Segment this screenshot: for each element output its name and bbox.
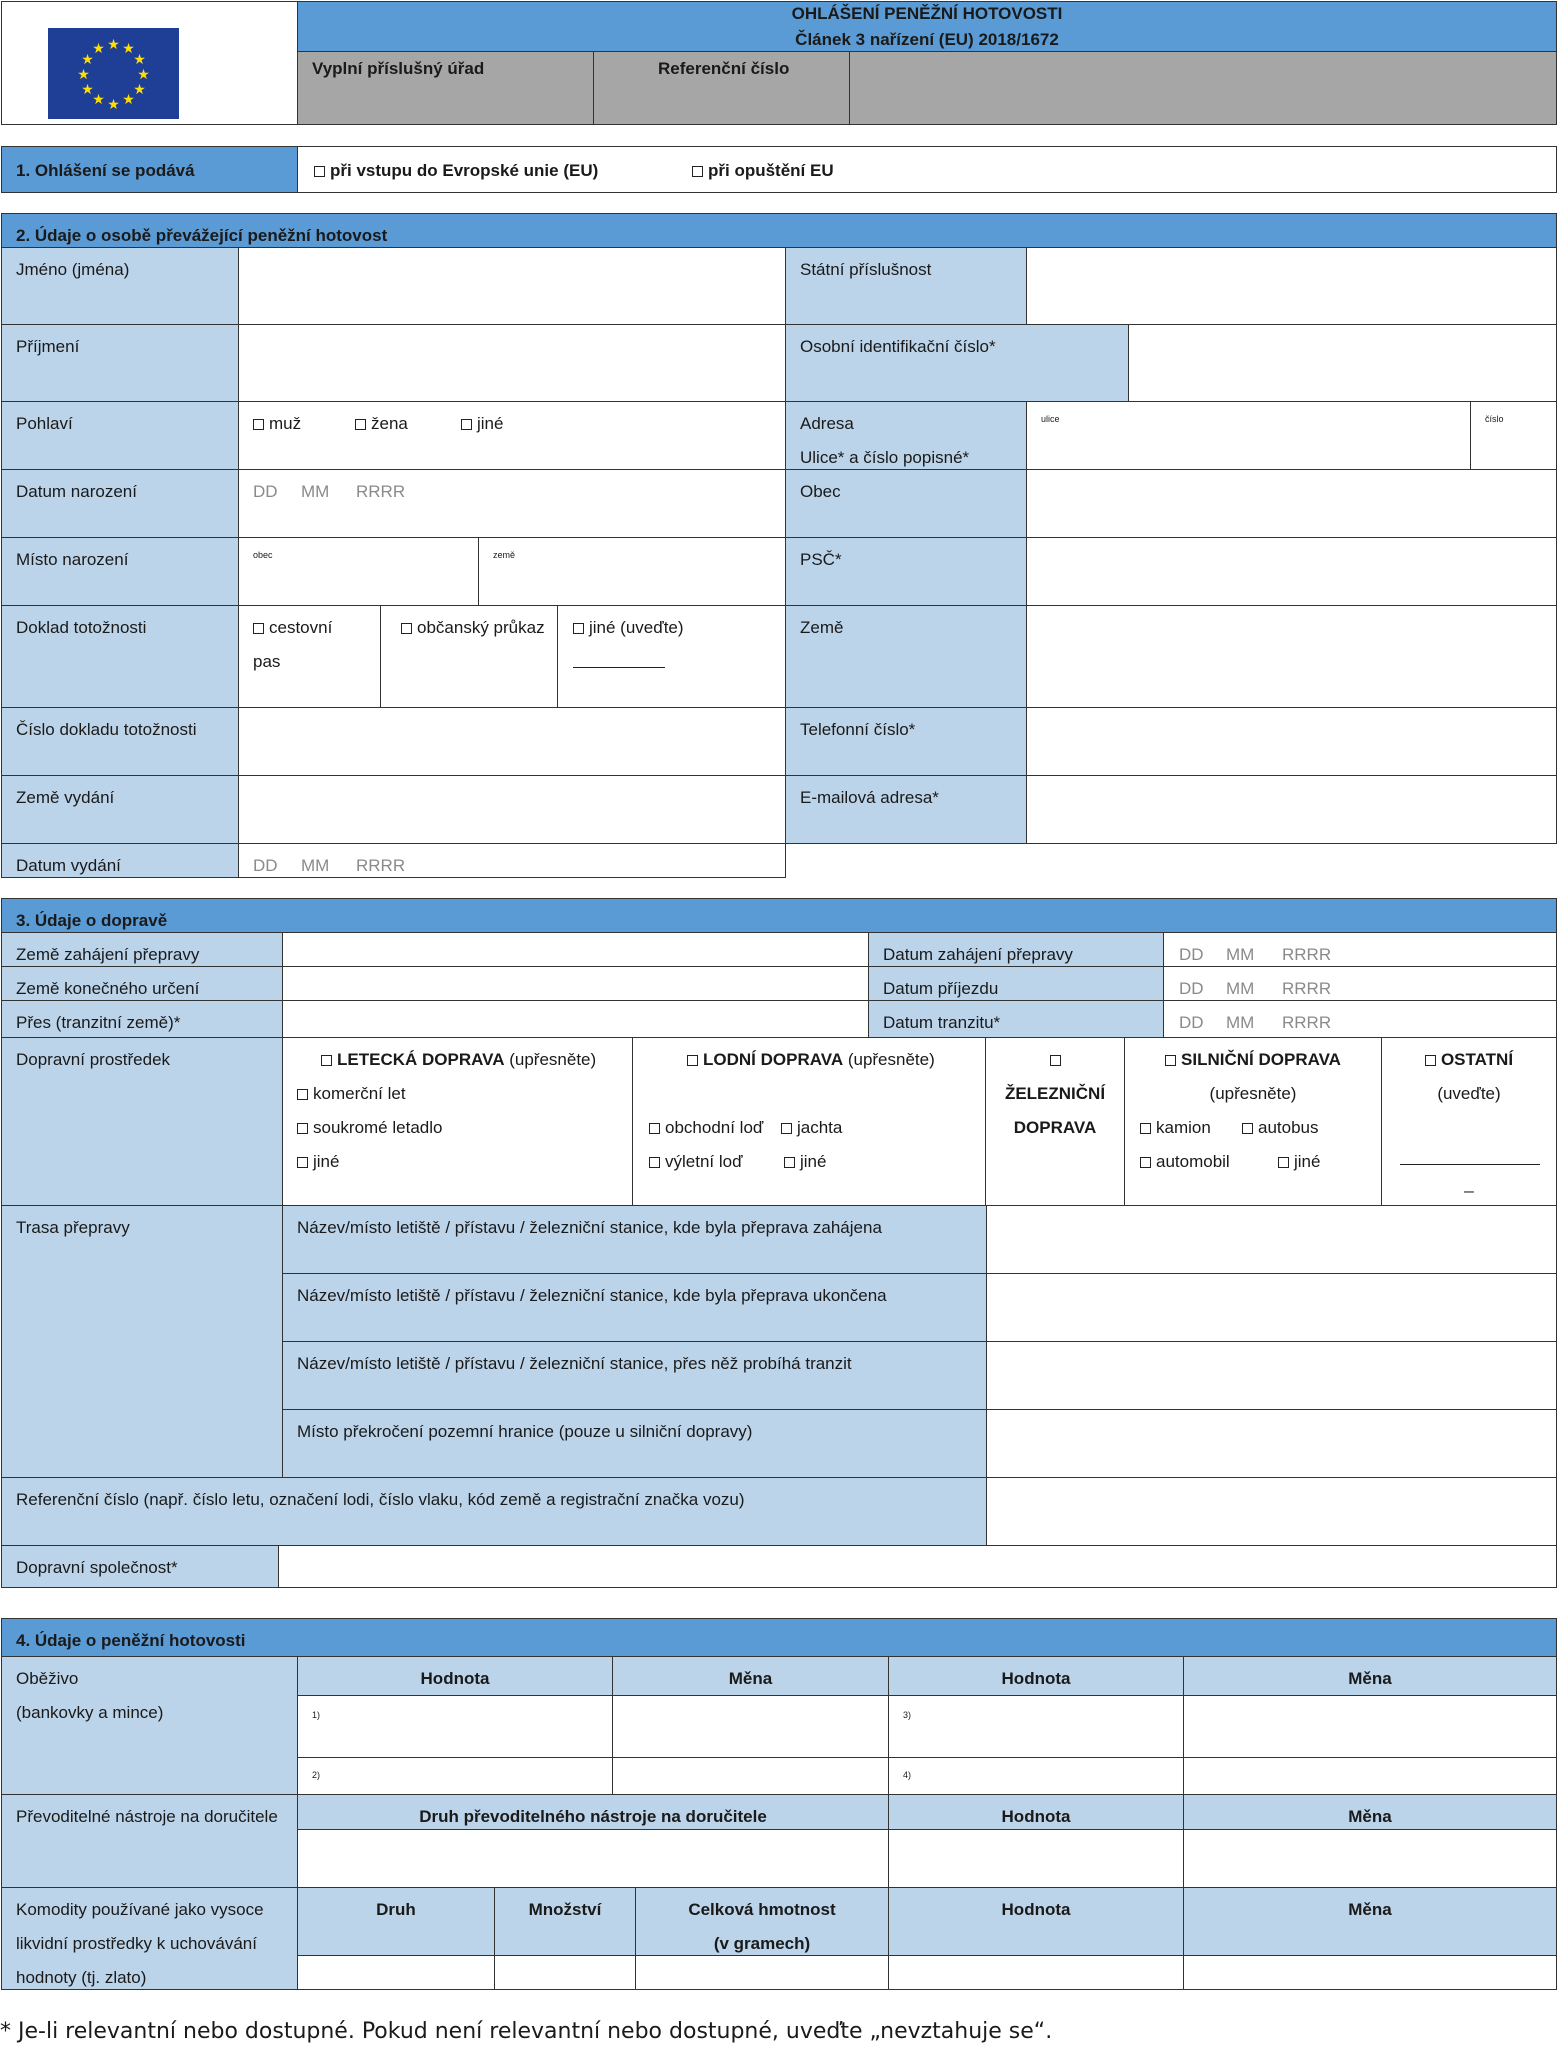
sea-transport-checkbox[interactable]: LODNÍ DOPRAVA (upřesněte) (687, 1050, 935, 1070)
header-text: Měna (1348, 1807, 1392, 1826)
label-dest-country (1, 966, 283, 1001)
checkbox-icon (297, 1157, 308, 1168)
dob-field[interactable] (238, 469, 786, 538)
label-route-transit (282, 1341, 987, 1410)
checkbox-icon (1425, 1055, 1436, 1066)
label-text: Datum zahájení přepravy (883, 945, 1073, 964)
dd-placeholder: DD (1179, 979, 1204, 998)
other-transport-option (1381, 1037, 1557, 1206)
label-text: Referenční číslo (např. číslo letu, označení lodi, číslo vlaku, kód země a registrační značka vozu) (16, 1490, 745, 1509)
header-text: Hodnota (1001, 1669, 1071, 1688)
label-bni (1, 1794, 298, 1888)
phone-field[interactable] (1026, 707, 1557, 776)
label-text: hodnoty (tj. zlato) (16, 1968, 147, 1987)
star-icon: ★ (92, 39, 105, 56)
label-country (785, 605, 1027, 708)
checkbox-icon (297, 1123, 308, 1134)
exit-checkbox[interactable]: při opuštění EU (692, 161, 834, 181)
other-spec: (uveďte) (1437, 1084, 1501, 1103)
section-3-title: 3. Údaje o dopravě (16, 911, 168, 930)
issue-country-field[interactable] (238, 775, 786, 844)
label-text: Telefonní číslo* (800, 720, 916, 739)
col-header-value (888, 1794, 1184, 1830)
label-route-end (282, 1273, 987, 1342)
id-other-line (573, 667, 665, 668)
bni-type-field[interactable] (297, 1829, 889, 1888)
label-pin (785, 324, 1129, 402)
label-text: Příjmení (16, 337, 80, 356)
yyyy-placeholder: RRRR (356, 856, 406, 875)
col-header-value (888, 1656, 1184, 1696)
label-text: Číslo dokladu totožnosti (16, 720, 197, 739)
label-text: Komodity používané jako vysoce (16, 1900, 264, 1919)
currency-value-field-2[interactable] (297, 1757, 613, 1795)
arrival-date-field[interactable] (1163, 966, 1557, 1001)
rail-transport-option[interactable] (985, 1037, 1125, 1206)
email-field[interactable] (1026, 775, 1557, 844)
label-text: Oběživo (16, 1669, 79, 1688)
air-private-checkbox[interactable]: soukromé letadlo (297, 1118, 442, 1138)
label-sex (1, 401, 239, 470)
label-transit-date (868, 1000, 1164, 1038)
header-text: Měna (728, 1669, 773, 1688)
start-country-field[interactable] (282, 932, 869, 967)
col-header-bni-type (297, 1794, 889, 1830)
col-header-weight (635, 1887, 889, 1956)
checkbox-icon (253, 623, 264, 634)
street-hint: ulice (1041, 414, 1060, 424)
header-text: Měna (1348, 1669, 1392, 1688)
ref-cell (593, 51, 850, 125)
id-card-option (380, 605, 558, 708)
yyyy-placeholder: RRRR (1282, 1013, 1332, 1032)
currency-value-field-4[interactable] (888, 1757, 1184, 1795)
label-text: Trasa přepravy (16, 1218, 130, 1237)
checkbox-icon (314, 166, 325, 177)
label-start-date (868, 932, 1164, 967)
road-transport-checkbox[interactable]: SILNIČNÍ DOPRAVA (1125, 1050, 1381, 1070)
label-text: Země zahájení přepravy (16, 945, 200, 964)
commodity-quantity-field[interactable] (494, 1955, 636, 1990)
label-text: Místo překročení pozemní hranice (pouze u silniční dopravy) (297, 1422, 753, 1441)
dest-country-field[interactable] (282, 966, 869, 1001)
name-field[interactable] (238, 247, 786, 325)
currency-value-field-3[interactable] (888, 1695, 1184, 1758)
sea-cruise-checkbox[interactable]: výletní loď (649, 1152, 743, 1172)
pin-field[interactable] (1128, 324, 1557, 402)
label-text: Převoditelné nástroje na doručitele (16, 1807, 278, 1826)
section-4-header (1, 1618, 1557, 1657)
road-spec: (upřesněte) (1209, 1084, 1297, 1103)
checkbox-icon (1140, 1123, 1151, 1134)
route-end-field[interactable] (986, 1273, 1557, 1342)
label-issue-date (1, 843, 239, 878)
checkbox-icon (401, 623, 412, 634)
air-transport-options (282, 1037, 633, 1206)
label-start-country (1, 932, 283, 967)
label-address (785, 401, 1027, 470)
header-text: (v gramech) (713, 1934, 811, 1953)
route-border-field[interactable] (986, 1409, 1557, 1478)
currency-currency-field-3[interactable] (1183, 1695, 1557, 1758)
label-surname (1, 324, 239, 402)
section-1-header (1, 146, 298, 193)
label-text: Datum narození (16, 482, 137, 501)
label-text: Datum vydání (16, 856, 121, 875)
star-icon: ★ (137, 65, 150, 82)
section-2-title: 2. Údaje o osobě převážející peněžní hotovost (16, 226, 388, 245)
row-number: 2) (312, 1770, 321, 1780)
checkbox-icon (1140, 1157, 1151, 1168)
sex-male-checkbox[interactable]: muž (253, 414, 301, 434)
yyyy-placeholder: RRRR (1282, 979, 1332, 998)
surname-field[interactable] (238, 324, 786, 402)
col-header-currency (1183, 1794, 1557, 1830)
id-other-checkbox[interactable]: jiné (uveďte) (573, 618, 684, 638)
label-arrival-date (868, 966, 1164, 1001)
mm-placeholder: MM (301, 482, 330, 501)
issue-date-field[interactable] (238, 843, 786, 878)
label-text: Název/místo letiště / přístavu / železniční stanice, přes něž probíhá tranzit (297, 1354, 852, 1373)
currency-currency-field-4[interactable] (1183, 1757, 1557, 1795)
nationality-field[interactable] (1026, 247, 1557, 325)
label-email (785, 775, 1027, 844)
transit-country-field[interactable] (282, 1000, 869, 1038)
office-label: Vyplní příslušný úřad (312, 59, 485, 78)
col-header-currency (612, 1656, 889, 1696)
eu-flag-icon (48, 28, 179, 119)
city-field[interactable] (1026, 469, 1557, 538)
road-car-checkbox[interactable]: automobil (1140, 1152, 1230, 1172)
pob-country-hint: země (493, 550, 516, 560)
checkbox-icon (649, 1157, 660, 1168)
air-commercial-checkbox[interactable]: komerční let (297, 1084, 406, 1104)
checkbox-icon (461, 419, 472, 430)
header-text: Hodnota (1001, 1900, 1071, 1919)
checkbox-icon (649, 1123, 660, 1134)
yyyy-placeholder: RRRR (356, 482, 406, 501)
section-2-header (1, 213, 1557, 248)
commodity-kind-field[interactable] (297, 1955, 495, 1990)
star-icon: ★ (77, 65, 90, 82)
transit-date-field[interactable] (1163, 1000, 1557, 1038)
road-truck-checkbox[interactable]: kamion (1140, 1118, 1211, 1138)
form-title-cell (297, 1, 1557, 52)
label-id-doc (1, 605, 239, 708)
star-icon: ★ (81, 80, 94, 97)
label-text: PSČ* (800, 550, 842, 569)
label-text: Dopravní společnost* (16, 1558, 178, 1577)
mm-placeholder: MM (1226, 979, 1255, 998)
label-pob (1, 537, 239, 606)
id-passport-checkbox[interactable]: cestovní (253, 618, 332, 638)
col-header-kind (297, 1887, 495, 1956)
other-dash: _ (1464, 1174, 1474, 1193)
checkbox-icon (1278, 1157, 1289, 1168)
label-text: Osobní identifikační číslo* (800, 337, 996, 356)
label-route (1, 1205, 283, 1478)
dd-placeholder: DD (1179, 945, 1204, 964)
section-1-options (297, 146, 1557, 193)
dd-placeholder: DD (253, 856, 278, 875)
label-text: Datum tranzitu* (883, 1013, 1001, 1032)
label-dob (1, 469, 239, 538)
currency-value-field-1[interactable] (297, 1695, 613, 1758)
star-icon: ★ (133, 50, 146, 67)
star-icon: ★ (122, 39, 135, 56)
label-text: Země vydání (16, 788, 115, 807)
checkbox-icon (692, 166, 703, 177)
label-phone (785, 707, 1027, 776)
number-hint: číslo (1485, 414, 1504, 424)
route-transit-field[interactable] (986, 1341, 1557, 1410)
label-text: Název/místo letiště / přístavu / železniční stanice, kde byla přeprava zahájena (297, 1218, 882, 1237)
label-text: Adresa (800, 414, 854, 433)
label-text: Země (800, 618, 844, 637)
dd-placeholder: DD (1179, 1013, 1204, 1032)
row-number: 3) (903, 1710, 912, 1720)
footnote: * Je-li relevantní nebo dostupné. Pokud není relevantní nebo dostupné, uveďte „nevztahuje se“. (0, 2019, 1053, 2044)
currency-currency-field-2[interactable] (612, 1757, 889, 1795)
col-header-value (888, 1887, 1184, 1956)
sea-merchant-checkbox[interactable]: obchodní loď (649, 1118, 763, 1138)
label-text: Ulice* a číslo popisné* (800, 448, 970, 467)
label-text: (bankovky a mince) (16, 1703, 164, 1722)
label-commodities (1, 1887, 298, 1990)
office-cell (297, 51, 594, 125)
ref-label: Referenční číslo (658, 59, 790, 78)
row-number: 4) (903, 1770, 912, 1780)
air-other-checkbox[interactable]: jiné (297, 1152, 339, 1172)
pob-country-field[interactable] (478, 537, 786, 606)
commodity-value-field[interactable] (888, 1955, 1184, 1990)
section-1-title: 1. Ohlášení se podává (16, 161, 195, 180)
label-zip (785, 537, 1027, 606)
label-text: Název/místo letiště / přístavu / železniční stanice, kde byla přeprava ukončena (297, 1286, 887, 1305)
star-icon: ★ (133, 80, 146, 97)
label-currency (1, 1656, 298, 1795)
star-icon: ★ (107, 95, 120, 112)
header-text: Množství (528, 1900, 602, 1919)
sex-options (238, 401, 786, 470)
label-text: E-mailová adresa* (800, 788, 939, 807)
checkbox-icon (321, 1055, 332, 1066)
label-text: Země konečného určení (16, 979, 200, 998)
label-text: Obec (800, 482, 841, 501)
header-text: Druh převoditelného nástroje na doručitele (419, 1807, 767, 1826)
house-number-field[interactable] (1470, 401, 1557, 470)
star-icon: ★ (107, 35, 120, 52)
label-text: Místo narození (16, 550, 129, 569)
yyyy-placeholder: RRRR (1282, 945, 1332, 964)
section-3-header (1, 898, 1557, 933)
country-field[interactable] (1026, 605, 1557, 708)
form-title: OHLÁŠENÍ PENĚŽNÍ HOTOVOSTI (791, 4, 1063, 23)
ref-no-field[interactable] (986, 1477, 1557, 1546)
bni-currency-field[interactable] (1183, 1829, 1557, 1888)
label-text: likvidní prostředky k uchovávání (16, 1934, 257, 1953)
id-other-option (557, 605, 786, 708)
label-id-no (1, 707, 239, 776)
label-text: Datum příjezdu (883, 979, 999, 998)
form-subtitle: Článek 3 nařízení (EU) 2018/1672 (795, 30, 1059, 49)
rail-checkbox[interactable] (986, 1050, 1124, 1070)
label-ref-no (1, 1477, 987, 1546)
star-icon: ★ (122, 91, 135, 108)
label-route-border (282, 1409, 987, 1478)
label-means (1, 1037, 283, 1206)
header-text: Druh (376, 1900, 416, 1919)
sea-transport-options (632, 1037, 986, 1206)
header-text: Hodnota (420, 1669, 490, 1688)
pob-city-hint: obec (253, 550, 273, 560)
id-passport-option (238, 605, 381, 708)
checkbox-icon (297, 1089, 308, 1100)
sea-other-checkbox[interactable]: jiné (784, 1152, 826, 1172)
street-field[interactable] (1026, 401, 1471, 470)
label-route-start (282, 1205, 987, 1274)
mm-placeholder: MM (301, 856, 330, 875)
commodity-currency-field[interactable] (1183, 1955, 1557, 1990)
checkbox-icon (1242, 1123, 1253, 1134)
label-text: Dopravní prostředek (16, 1050, 171, 1069)
label-text: Státní příslušnost (800, 260, 932, 279)
id-passport-label-2: pas (253, 652, 281, 671)
header-text: Měna (1348, 1900, 1392, 1919)
entry-checkbox[interactable]: při vstupu do Evropské unie (EU) (314, 161, 598, 181)
checkbox-icon (687, 1055, 698, 1066)
checkbox-icon (573, 623, 584, 634)
dd-placeholder: DD (253, 482, 278, 501)
bni-value-field[interactable] (888, 1829, 1184, 1888)
col-header-currency (1183, 1887, 1557, 1956)
sea-yacht-checkbox[interactable]: jachta (781, 1118, 842, 1138)
label-text: Pohlaví (16, 414, 73, 433)
commodity-weight-field[interactable] (635, 1955, 889, 1990)
pob-city-field[interactable] (238, 537, 479, 606)
label-carrier (1, 1545, 279, 1588)
label-text: Jméno (jména) (16, 260, 130, 279)
sex-other-checkbox[interactable]: jiné (461, 414, 503, 434)
header-text: Celková hmotnost (688, 1900, 836, 1919)
label-text: Doklad totožnosti (16, 618, 147, 637)
label-text: Přes (tranzitní země)* (16, 1013, 181, 1032)
checkbox-icon (781, 1123, 792, 1134)
ref-value-field[interactable] (849, 51, 1557, 125)
section-4-title: 4. Údaje o peněžní hotovosti (16, 1631, 246, 1650)
label-transit-country (1, 1000, 283, 1038)
other-line (1400, 1164, 1540, 1165)
header-text: Hodnota (1001, 1807, 1071, 1826)
checkbox-icon (355, 419, 366, 430)
label-issue-country (1, 775, 239, 844)
id-no-field[interactable] (238, 707, 786, 776)
star-icon: ★ (92, 91, 105, 108)
star-icon: ★ (81, 50, 94, 67)
label-city (785, 469, 1027, 538)
sex-female-checkbox[interactable]: žena (355, 414, 408, 434)
rail-label-1: ŽELEZNIČNÍ (1004, 1084, 1106, 1103)
checkbox-icon (1050, 1055, 1061, 1066)
checkbox-icon (784, 1157, 795, 1168)
mm-placeholder: MM (1226, 1013, 1255, 1032)
other-transport-checkbox[interactable]: OSTATNÍ (1382, 1050, 1556, 1070)
start-date-field[interactable] (1163, 932, 1557, 967)
carrier-field[interactable] (278, 1545, 1557, 1588)
currency-currency-field-1[interactable] (612, 1695, 889, 1758)
label-name (1, 247, 239, 325)
col-header-currency (1183, 1656, 1557, 1696)
zip-field[interactable] (1026, 537, 1557, 606)
checkbox-icon (1165, 1055, 1176, 1066)
road-bus-checkbox[interactable]: autobus (1242, 1118, 1319, 1138)
logo-cell (1, 1, 298, 125)
checkbox-icon (253, 419, 264, 430)
col-header-quantity (494, 1887, 636, 1956)
mm-placeholder: MM (1226, 945, 1255, 964)
road-transport-options (1124, 1037, 1382, 1206)
id-card-checkbox[interactable]: občanský průkaz (401, 618, 545, 638)
col-header-value (297, 1656, 613, 1696)
road-other-checkbox[interactable]: jiné (1278, 1152, 1320, 1172)
label-nationality (785, 247, 1027, 325)
route-start-field[interactable] (986, 1205, 1557, 1274)
rail-label-2: DOPRAVA (1013, 1118, 1097, 1137)
air-transport-checkbox[interactable]: LETECKÁ DOPRAVA (upřesněte) (321, 1050, 596, 1070)
row-number: 1) (312, 1710, 321, 1720)
